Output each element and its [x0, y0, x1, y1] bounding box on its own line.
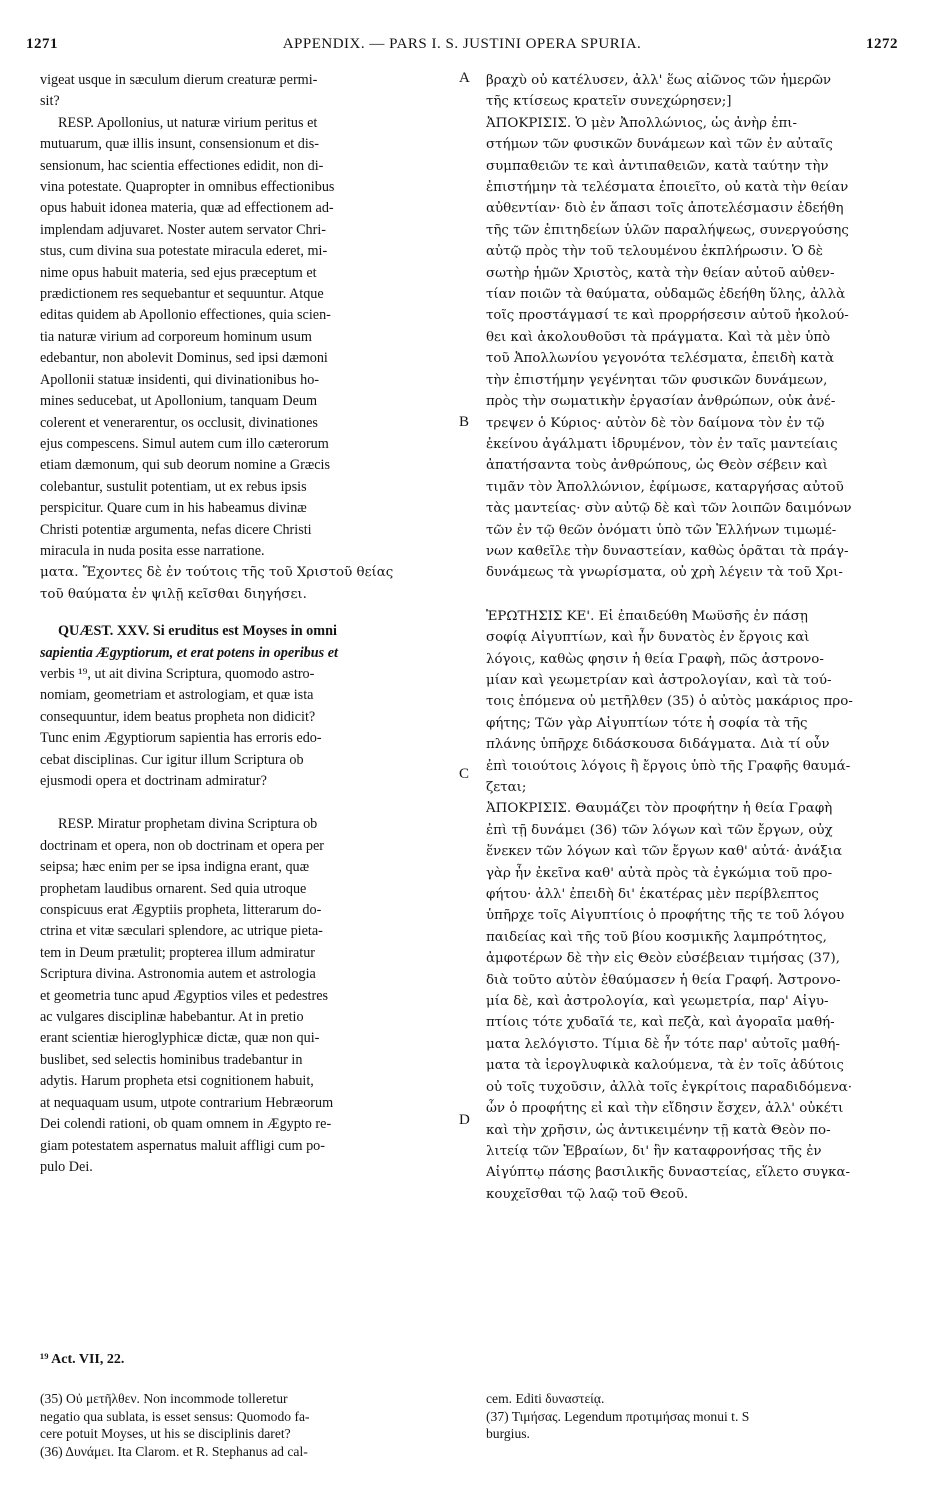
text-line: ἐπὶ τῇ δυνάμει (36) τῶν λόγων καὶ τῶν ἔργων, οὐχ [486, 822, 833, 838]
text-line: οὐ τοῖς τυχοῦσιν, ἀλλὰ τοῖς ἐγκρίτοις παραδιδόμενα· [486, 1079, 853, 1095]
text-line: doctrinam et opera, non ob doctrinam et opera per [40, 837, 325, 854]
text-line: prophetam laudibus ornarent. Sed quia utroque [40, 880, 307, 897]
text-line: ὑπῆρχε τοῖς Αἰγυπτίοις ὁ προφήτης τῆς τε τοῦ λόγου [486, 908, 845, 924]
text-line: τίαν ποιῶν τὰ θαύματα, οὐδαμῶς ἐδεήθη ὕλης, ἀλλὰ [486, 287, 846, 303]
text-line: ἀπατήσαντα τοὺς ἀνθρώπους, ὡς Θεὸν σέβειν καὶ [486, 458, 828, 474]
text-line: colebantur, sustulit potentiam, ut ex rebus ipsis [40, 478, 307, 495]
text-line: τοῦ θαύματα ἐν ψιλῇ κεῖσθαι διηγήσει. [40, 586, 307, 602]
footnote-reference: ¹⁹ Act. VII, 22. [40, 1352, 125, 1367]
greek-answer-25 [486, 798, 902, 1205]
note-line: cem. Editi δυναστείᾳ. [486, 1391, 605, 1406]
text-line: pulo Dei. [40, 1158, 93, 1175]
text-line: Apollonii statuæ insidenti, qui divinationibus ho- [40, 371, 320, 388]
text-line: miracula in nuda posita esse narratione. [40, 542, 265, 559]
text-line: RESP. Apollonius, ut naturæ virium peritus et [58, 114, 318, 131]
text-line: λόγοις, καθὼς φησιν ἡ θεία Γραφὴ, πῶς ἀστρονο- [486, 651, 824, 667]
text-line: sensionum, hac scientia effectiones edidit, non di- [40, 157, 324, 174]
text-line: πτίοις τότε χυδαῖά τε, καὶ πεζὰ, καὶ ἀγοραῖα μαθή- [486, 1015, 835, 1031]
greek-fragment [40, 562, 452, 605]
text-line: ἐπιστήμην τὰ τελέσματα ἐποιεῖτο, οὐ κατὰ τὴν θείαν [486, 180, 849, 196]
text-line: τῆς τῶν ἐπιτηδείων ὑλῶν παραλήψεως, συνεργούσης [486, 222, 849, 238]
text-line: giam potestatem aspernatus maluit affligi cum po- [40, 1137, 325, 1154]
margin-letter-b: B [459, 414, 470, 430]
text-line: δυνάμεως τὰ γνωρίσματα, οὐ χρὴ λέγειν τὰ τοῦ Χρι- [486, 565, 843, 581]
margin-letter-a: A [459, 70, 470, 86]
greek-paragraph-2 [486, 113, 902, 584]
note-line: cere potuit Moyses, ut his se disciplinis daret? [40, 1426, 291, 1441]
text-line: στήμων τῶν φυσικῶν δυνάμεων καὶ τῶν ἐν αὐταῖς [486, 137, 833, 153]
text-line: Dei colendi rationi, ob quam omnem in Ægypto re- [40, 1116, 332, 1133]
text-line: nomiam, geometriam et astrologiam, et quæ ista [40, 687, 314, 704]
text-line: θει καὶ ἀκολουθοῦσι τὰ πράγματα. Καὶ τὰ μὲν ὑπὸ [486, 329, 831, 345]
text-line: τιμᾶν τὸν Ἀπολλώνιον, ἐφίμωσε, καταργήσας αὐτοῦ [486, 479, 844, 495]
text-line: sapientia Ægyptiorum, et erat potens in operibus et [40, 644, 338, 661]
text-line: ζεται; [486, 780, 527, 795]
text-line: τῆς κτίσεως κρατεῖν συνεχώρησεν;] [486, 94, 732, 110]
text-line: ἐπὶ τοιούτοις λόγοις ἢ ἔργοις ὑπὸ τῆς Γραφῆς θαυμά- [486, 758, 851, 774]
latin-paragraph-1 [40, 70, 452, 113]
text-line: μία δὲ, καὶ ἀστρολογία, καὶ γεωμετρία, παρ' Αἰγυ- [486, 994, 829, 1010]
text-line: Αἰγύπτῳ πάσης βασιλικῆς δυναστείας, εἵλετο συγκα- [486, 1165, 851, 1181]
spacer [40, 605, 452, 621]
notes-left [40, 1390, 452, 1460]
text-line: ac vulgares disciplinæ habebantur. At in pretio [40, 1009, 304, 1026]
text-line: et geometria tunc apud Ægyptios viles et pedestres [40, 987, 329, 1004]
text-line: adytis. Harum propheta etsi cognitionem habuit, [40, 1073, 314, 1090]
text-line: seipsa; hæc enim per se ipsa indigna erant, quæ [40, 859, 310, 876]
text-line: nime opus habuit materia, sed ejus præceptum et [40, 264, 317, 281]
text-line: mutuarum, quæ illis insunt, consensionum et dis- [40, 136, 320, 153]
text-line: φήτης; Τῶν γὰρ Αἰγυπτίων τότε ἡ σοφία τὰ τῆς [486, 715, 808, 731]
text-line: πρὸς τὴν σωματικὴν ἐργασίαν ἀνθρώπων, οὐκ ἀνέ- [486, 394, 836, 410]
running-title: APPENDIX. — PARS I. S. JUSTINI OPERA SPURIA. [282, 36, 642, 52]
text-line: γὰρ ἦν ἐκεῖνα καθ' αὐτὰ πρὸς τὰ ἐγκώμια τοῦ προ- [486, 865, 833, 881]
text-line: consequuntur, idem beatus propheta non didicit? [40, 708, 316, 725]
text-line: buslibet, sed selectis hominibus tradebantur in [40, 1051, 303, 1068]
text-line: αὐτῷ πρὸς τὴν τοῦ τελουμένου ἐκπλήρωσιν. Ὁ δὲ [486, 244, 823, 260]
text-line: ἐκείνου ἀγάλματι ἱδρυμένον, τὸν ἐν ταῖς μαντείαις [486, 436, 838, 452]
text-line: τοῦ Ἀπολλωνίου γεγονότα τελέσματα, ἐπειδὴ κατὰ [486, 351, 835, 367]
note-line: (35) Οὐ μετῆλθεν. Non incommode tolleretur [40, 1391, 288, 1406]
text-line: ἀμφοτέρων δὲ τὴν εἰς Θεὸν εὐσέβειαν τιμήσας (37), [486, 951, 840, 967]
text-line: ματα τὰ ἱερογλυφικὰ καλούμενα, τὰ ἐν τοῖς ἀδύτοις [486, 1058, 844, 1074]
text-line: διὰ τοῦτο αὐτὸν ἐθαύμασεν ἡ θεία Γραφή. Ἀστρονο- [486, 972, 841, 988]
text-line: sit? [40, 93, 60, 110]
page-header [26, 36, 898, 58]
note-line: (36) Δυνάμει. Ita Clarom. et R. Stephanus ad cal- [40, 1443, 308, 1459]
greek-question-25 [486, 606, 902, 799]
text-line: tia naturæ virium ad corporeum hominum usum [40, 328, 312, 345]
text-line: QUÆST. XXV. Si eruditus est Moyses in omni [58, 623, 337, 640]
text-line: implendam adjuvaret. Noster autem servator Chri- [40, 221, 327, 238]
text-line: ὧν ὁ προφήτης εἰ καὶ τὴν εἴδησιν ἔσχεν, ἀλλ' οὐκέτι [486, 1101, 844, 1117]
text-line: etiam dæmonum, qui sub deorum nomine a Græcis [40, 457, 331, 474]
text-line: τὴν ἐπιστήμην γεγένηται τῶν φυσικῶν δυνάμεων, [486, 372, 828, 388]
text-line: stus, cum divina sua potestate miracula ederet, mi- [40, 243, 328, 260]
page-number-left: 1271 [26, 36, 58, 52]
text-line: ματα. Ἔχοντες δὲ ἐν τούτοις τῆς τοῦ Χριστοῦ θείας [40, 565, 394, 581]
page-number-right: 1272 [866, 36, 898, 52]
text-line: ἘΡΩΤΗΣΙΣ ΚΕ'. Εἰ ἐπαιδεύθη Μωϋσῆς ἐν πάσῃ [486, 608, 808, 624]
text-line: σοφίᾳ Αἰγυπτίων, καὶ ἦν δυνατὸς ἐν ἔργοις καὶ [486, 630, 810, 646]
text-line: vina potestate. Quapropter in omnibus effectionibus [40, 179, 335, 196]
text-line: νων καθεῖλε τὴν δυναστείαν, καθὼς ὁρᾶται τὰ πράγ- [486, 543, 849, 559]
text-line: cebat disciplinas. Cur igitur illum Scriptura ob [40, 751, 304, 768]
text-line: ματα λελόγιστο. Τίμια δὲ ἦν τότε παρ' αὐτοῖς μαθή- [486, 1036, 840, 1052]
text-line: tem in Deum prætulit; propterea illum admiratur [40, 944, 316, 961]
text-line: ἕνεκεν τῶν λόγων καὶ τῶν ἔργων καθ' αὐτά· ἀνάξια [486, 844, 843, 860]
text-line: ctrina et vitæ sæculari splendore, ac utrique pieta- [40, 923, 323, 940]
text-line: opus habuit idonea materia, quæ ad effectionem ad- [40, 200, 334, 217]
text-line: κουχεῖσθαι τῷ λαῷ τοῦ Θεοῦ. [486, 1186, 689, 1202]
text-line: verbis ¹⁹, ut ait divina Scriptura, quomodo astro- [40, 665, 315, 682]
text-line: editas quidem ab Apollonio effectiones, quia scien- [40, 307, 331, 324]
text-line: at nequaquam usum, utpote contrarium Hebræorum [40, 1094, 334, 1111]
latin-paragraph-2 [40, 113, 452, 563]
text-line: ἈΠΟΚΡΙΣΙΣ. Ὁ μὲν Ἀπολλώνιος, ὡς ἀνὴρ ἐπι- [486, 115, 798, 131]
margin-letter-c: C [459, 766, 470, 782]
latin-answer-25 [40, 814, 452, 1178]
text-line: τῶν ἐν τῷ θεῶν ὀνόματι ὑπὸ τῶν Ἑλλήνων τιμωμέ- [486, 522, 837, 538]
margin-letter-d: D [459, 1112, 470, 1128]
text-line: καὶ τὴν χρῆσιν, ὡς ἀντικειμένην τῇ κατὰ Θεὸν πο- [486, 1122, 831, 1138]
text-line: prædictionem res sequebantur et sequuntur. Atque [40, 286, 324, 303]
text-line: τοις ἑπόμενα οὐ μετῆλθεν (35) ὁ αὐτὸς μακάριος προ- [486, 694, 853, 710]
note-line: (37) Τιμήσας. Legendum προτιμήσας monui t. S [486, 1408, 750, 1424]
text-line: τρεψεν ὁ Κύριος· αὐτὸν δὲ τὸν δαίμονα τὸν ἐν τῷ [486, 415, 825, 431]
text-line: ἈΠΟΚΡΙΣΙΣ. Θαυμάζει τὸν προφήτην ἡ θεία Γραφὴ [486, 801, 833, 817]
text-line: Scriptura divina. Astronomia autem et astrologia [40, 966, 316, 983]
text-line: erant scientiæ hieroglyphicæ dictæ, quæ non qui- [40, 1030, 320, 1047]
text-line: τοῖς προστάγμασί τε καὶ προρρήσεσιν αὐτοῦ ἠκολού- [486, 308, 849, 324]
text-line: τὰς μαντείας· σὺν αὐτῷ δὲ καὶ τῶν λοιπῶν δαιμόνων [486, 501, 852, 517]
text-line: αὐθεντίαν· διὸ ἐν ἅπασι τοῖς ἀποτελέσμασιν ἐδεήθη [486, 201, 844, 217]
text-line: πλάνης ὑπῆρχε διδάσκουσα διδάγματα. Διὰ τί οὖν [486, 737, 830, 753]
text-line: colerent et venerarentur, os occlusit, divinationes [40, 414, 318, 431]
text-line: mines seducebat, ut Apollonium, tanquam Deum [40, 393, 318, 410]
text-line: edebantur, non abolevit Dominus, sed ipsi dæmoni [40, 350, 328, 367]
right-column-greek [486, 70, 902, 1205]
text-line: RESP. Miratur prophetam divina Scriptura ob [58, 816, 318, 833]
text-line: Christi potentiæ argumenta, nefas dicere Christi [40, 521, 312, 538]
spacer [40, 792, 452, 814]
text-line: Tunc enim Ægyptiorum sapientia has erroris edo- [40, 730, 322, 747]
note-line: burgius. [486, 1426, 530, 1441]
text-line: παιδείας καὶ τῆς τοῦ βίου κοσμικῆς λαμπρότητος, [486, 929, 827, 945]
text-line: φήτου· ἀλλ' ἐπειδὴ δι' ἑκατέρας μὲν περίβλεπτος [486, 887, 819, 903]
text-line: συμπαθειῶν τε καὶ ἀντιπαθειῶν, κατὰ ταύτην τὴν [486, 158, 829, 174]
notes-right [486, 1390, 902, 1443]
left-column-latin [40, 70, 452, 1178]
text-line: vigeat usque in sæculum dierum creaturæ permi- [40, 72, 318, 88]
text-line: perspicitur. Quare cum in his habeamus divinæ [40, 500, 307, 517]
note-line: negatio qua sublata, is esset sensus: Quomodo fa- [40, 1408, 310, 1424]
spacer [486, 584, 902, 606]
text-line: ejus compescens. Simul autem cum illo cæterorum [40, 435, 329, 452]
text-line: σωτὴρ ἡμῶν Χριστὸς, κατὰ τὴν θείαν αὐτοῦ αὐθεν- [486, 265, 835, 281]
greek-paragraph-1 [486, 70, 902, 113]
text-line: λιτείᾳ τῶν Ἑβραίων, δι' ἣν καταφρονήσας τῆς ἐν [486, 1143, 822, 1159]
text-line: conspicuus erat Ægyptiis propheta, litterarum do- [40, 902, 322, 919]
text-line: ejusmodi opera et doctrinam admiratur? [40, 773, 267, 789]
text-line: βραχὺ οὐ κατέλυσεν, ἀλλ' ἕως αἰῶνος τῶν ἡμερῶν [486, 73, 832, 88]
latin-question-25 [40, 621, 452, 792]
text-line: μίαν καὶ γεωμετρίαν καὶ ἀστρολογίαν, καὶ τὰ τού- [486, 672, 832, 688]
